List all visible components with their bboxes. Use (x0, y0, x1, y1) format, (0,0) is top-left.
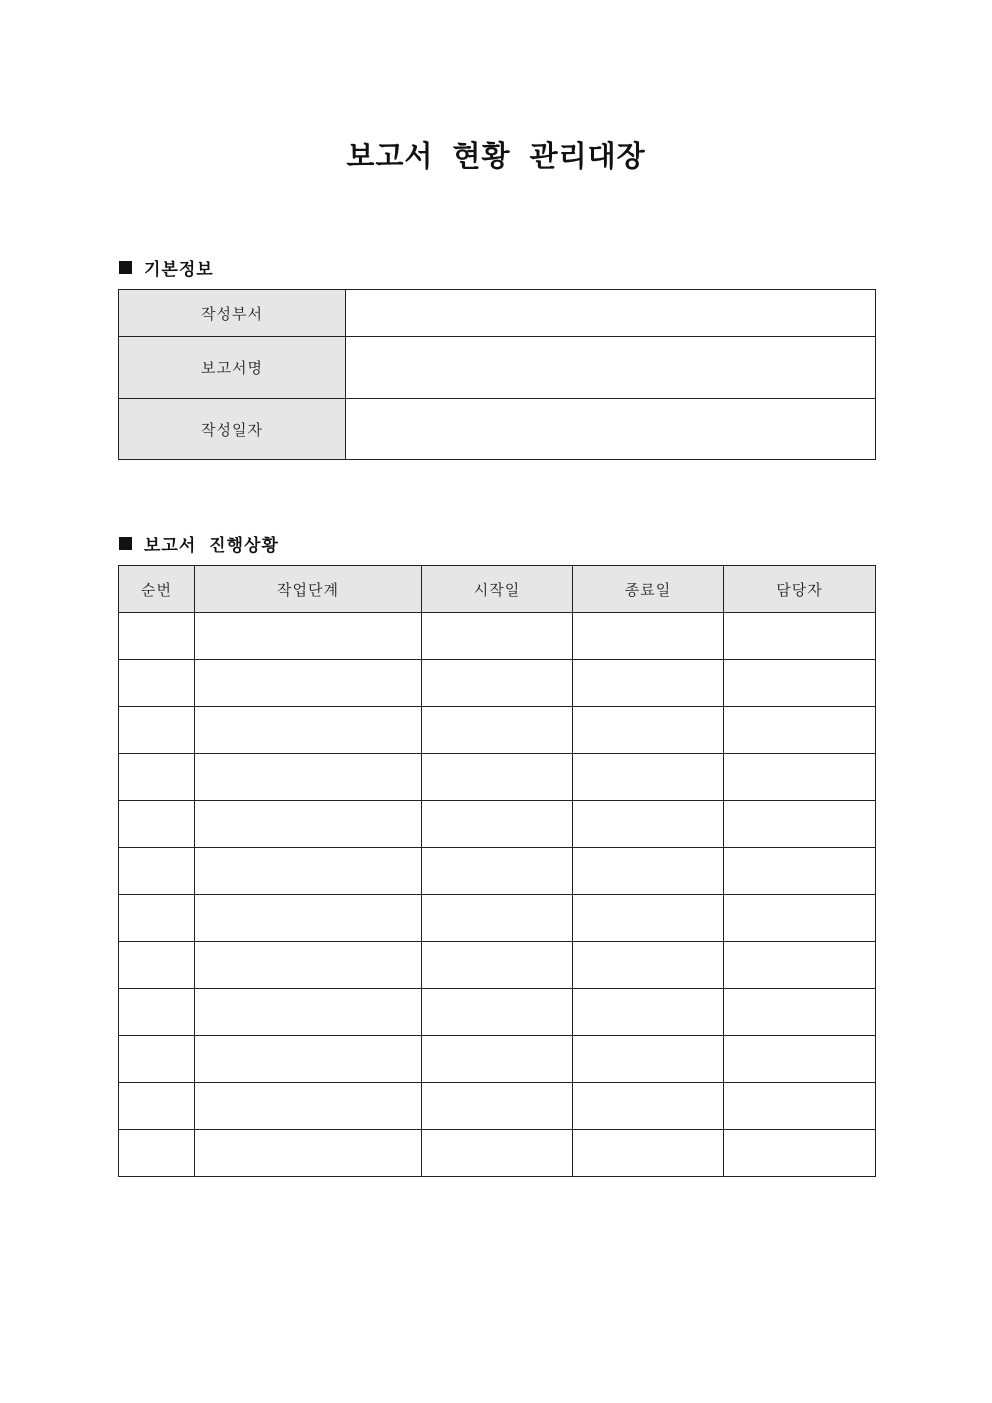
table-row (119, 848, 876, 895)
cell-end-date[interactable] (573, 1130, 724, 1177)
basic-info-table (118, 289, 876, 460)
table-row (119, 942, 876, 989)
cell-stage[interactable] (195, 1083, 422, 1130)
table-row (119, 801, 876, 848)
section-title-text: 기본정보 (144, 260, 214, 280)
cell-end-date[interactable] (573, 1083, 724, 1130)
page-title: 보고서 현황 관리대장 (346, 139, 646, 173)
cell-assignee[interactable] (724, 942, 876, 989)
cell-no[interactable] (119, 848, 195, 895)
cell-no[interactable] (119, 1083, 195, 1130)
cell-assignee[interactable] (724, 754, 876, 801)
table-row (119, 1130, 876, 1177)
cell-stage[interactable] (195, 895, 422, 942)
info-row-department (119, 290, 876, 337)
cell-no[interactable] (119, 942, 195, 989)
cell-end-date[interactable] (573, 707, 724, 754)
cell-start-date[interactable] (422, 1036, 573, 1083)
col-header-stage: 작업단계 (195, 566, 422, 613)
cell-assignee[interactable] (724, 895, 876, 942)
cell-start-date[interactable] (422, 989, 573, 1036)
section-title-text: 보고서 진행상황 (144, 536, 279, 556)
table-row (119, 895, 876, 942)
label-report-name: 보고서명 (119, 337, 346, 399)
table-row (119, 707, 876, 754)
col-header-assignee: 담당자 (724, 566, 876, 613)
col-header-no: 순번 (119, 566, 195, 613)
cell-assignee[interactable] (724, 801, 876, 848)
info-row-report-name (119, 337, 876, 399)
cell-end-date[interactable] (573, 848, 724, 895)
cell-assignee[interactable] (724, 1083, 876, 1130)
cell-no[interactable] (119, 1130, 195, 1177)
cell-no[interactable] (119, 660, 195, 707)
cell-no[interactable] (119, 989, 195, 1036)
cell-end-date[interactable] (573, 895, 724, 942)
cell-assignee[interactable] (724, 613, 876, 660)
cell-no[interactable] (119, 754, 195, 801)
cell-end-date[interactable] (573, 613, 724, 660)
cell-stage[interactable] (195, 848, 422, 895)
date-field[interactable] (346, 399, 876, 460)
cell-start-date[interactable] (422, 707, 573, 754)
table-row (119, 1083, 876, 1130)
table-row (119, 660, 876, 707)
cell-no[interactable] (119, 895, 195, 942)
cell-start-date[interactable] (422, 1083, 573, 1130)
label-department: 작성부서 (119, 290, 346, 337)
cell-end-date[interactable] (573, 1036, 724, 1083)
cell-stage[interactable] (195, 801, 422, 848)
table-row (119, 1036, 876, 1083)
cell-start-date[interactable] (422, 754, 573, 801)
cell-start-date[interactable] (422, 801, 573, 848)
cell-no[interactable] (119, 801, 195, 848)
cell-assignee[interactable] (724, 1036, 876, 1083)
cell-stage[interactable] (195, 613, 422, 660)
cell-end-date[interactable] (573, 660, 724, 707)
cell-start-date[interactable] (422, 613, 573, 660)
cell-stage[interactable] (195, 1130, 422, 1177)
black-square-bullet-icon (119, 261, 132, 274)
cell-no[interactable] (119, 1036, 195, 1083)
cell-end-date[interactable] (573, 801, 724, 848)
cell-end-date[interactable] (573, 754, 724, 801)
report-name-field[interactable] (346, 337, 876, 399)
info-row-date (119, 399, 876, 460)
cell-assignee[interactable] (724, 707, 876, 754)
col-header-end-date: 종료일 (573, 566, 724, 613)
cell-stage[interactable] (195, 1036, 422, 1083)
cell-assignee[interactable] (724, 660, 876, 707)
cell-no[interactable] (119, 707, 195, 754)
cell-no[interactable] (119, 613, 195, 660)
cell-start-date[interactable] (422, 848, 573, 895)
col-header-start-date: 시작일 (422, 566, 573, 613)
cell-assignee[interactable] (724, 848, 876, 895)
cell-start-date[interactable] (422, 942, 573, 989)
cell-stage[interactable] (195, 989, 422, 1036)
cell-assignee[interactable] (724, 1130, 876, 1177)
label-date: 작성일자 (119, 399, 346, 460)
black-square-bullet-icon (119, 537, 132, 550)
section-progress-heading (119, 531, 279, 556)
progress-table (118, 565, 876, 1177)
cell-stage[interactable] (195, 754, 422, 801)
cell-stage[interactable] (195, 707, 422, 754)
cell-stage[interactable] (195, 660, 422, 707)
department-field[interactable] (346, 290, 876, 337)
cell-start-date[interactable] (422, 660, 573, 707)
cell-stage[interactable] (195, 942, 422, 989)
section-basic-info-heading (119, 255, 214, 280)
cell-end-date[interactable] (573, 989, 724, 1036)
table-row (119, 613, 876, 660)
cell-assignee[interactable] (724, 989, 876, 1036)
table-row (119, 989, 876, 1036)
cell-start-date[interactable] (422, 1130, 573, 1177)
table-row (119, 754, 876, 801)
cell-end-date[interactable] (573, 942, 724, 989)
cell-start-date[interactable] (422, 895, 573, 942)
progress-header-row (119, 566, 876, 613)
